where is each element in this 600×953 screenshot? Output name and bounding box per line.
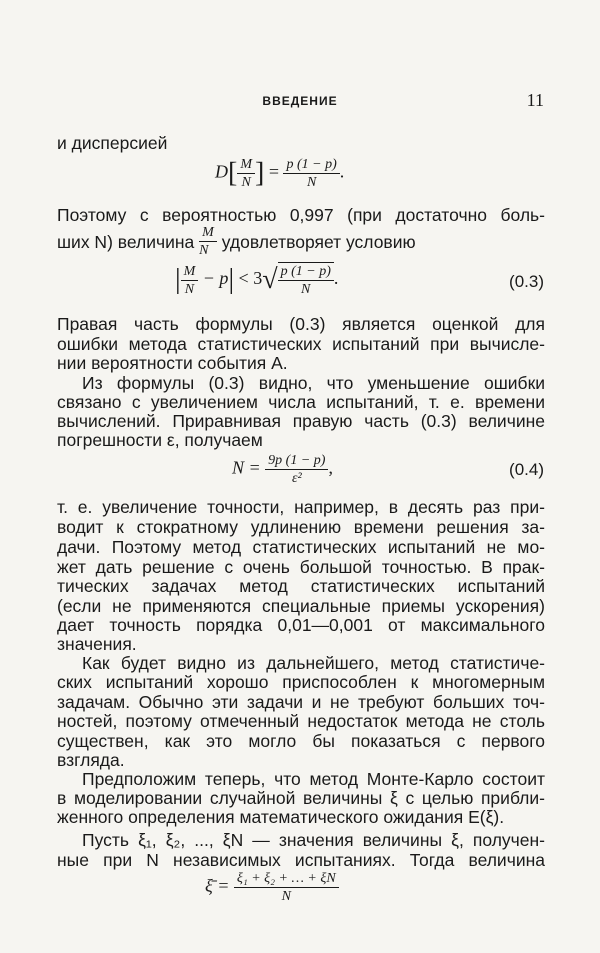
page-number: 11: [526, 90, 544, 110]
text-line: ских испытаний хорошо приспособлен к многомерным: [57, 672, 545, 692]
formula-sample-size: [232, 452, 333, 487]
fraction-denominator: N: [241, 175, 251, 190]
fraction: [278, 262, 334, 298]
text-line: существен, как это могло бы показаться с первого: [57, 731, 545, 751]
text-line: тических задачах метод статистических испытаний: [57, 576, 545, 596]
fraction-numerator: M: [199, 224, 217, 242]
equals-sign: =: [268, 161, 279, 182]
page-header-title: ВВЕДЕНИЕ: [262, 94, 338, 108]
fraction-denominator: N: [301, 282, 311, 297]
fraction-denominator: N: [281, 889, 291, 904]
fraction-denominator: N: [184, 281, 195, 297]
fraction-denominator: N: [199, 243, 209, 258]
fraction: [237, 156, 255, 191]
inline-fraction: [199, 224, 217, 259]
fraction: [181, 263, 199, 298]
text-line: женного определения математического ожидания E(ξ).: [57, 807, 505, 827]
fraction: [265, 452, 328, 487]
text-line: погрешности ε, получаем: [57, 430, 263, 450]
fraction: [234, 870, 339, 905]
text-line: нии вероятности события A.: [57, 353, 288, 373]
text-line-with-fraction: [57, 224, 545, 259]
sqrt-sign: √: [262, 264, 278, 295]
text-line: т. е. увеличение точности, например, в десять раз при-: [57, 497, 545, 517]
bracket-right: ]: [255, 157, 265, 189]
text-line: Предположим теперь, что метод Монте-Карло состоит: [82, 769, 545, 789]
text-line: связано с увеличением числа испытаний, т. е. времени: [57, 392, 545, 412]
text-line: (если не применяются специальные приемы ускорения): [57, 596, 545, 616]
text-line: ные при N независимых испытаниях. Тогда величина: [57, 850, 545, 870]
text-line: жет дать решение с очень большой точностью. В прак-: [57, 557, 545, 577]
text-line: задачам. Обычно эти задачи и не требуют больших точ-: [57, 692, 545, 712]
formula-sample-mean: [205, 870, 339, 905]
text-line: и дисперсией: [57, 133, 168, 153]
formula-variance: [215, 156, 344, 191]
fraction-numerator: p (1 − p): [278, 263, 334, 281]
punctuation: .: [333, 268, 339, 289]
abs-bar-left: |: [175, 264, 181, 295]
equation-number: (0.4): [509, 460, 544, 479]
punctuation: .: [339, 161, 345, 182]
text-line: дает точность порядка 0,01—0,001 от максимального: [57, 615, 545, 635]
fraction-numerator: 9p (1 − p): [265, 452, 328, 470]
abs-bar-right: |: [228, 264, 235, 295]
text-line: Поэтому с вероятностью 0,997 (при достаточно боль-: [57, 205, 545, 225]
text-line: вычислений. Приравнивая правую часть (0.3) величине: [57, 411, 545, 431]
text-line: Правая часть формулы (0.3) является оценкой для: [57, 314, 545, 334]
formula-term: ξ̄ =: [205, 875, 230, 896]
formula-term: N =: [232, 457, 261, 478]
fraction: [283, 156, 339, 191]
text-line: Из формулы (0.3) видно, что уменьшение ошибки: [82, 373, 545, 393]
punctuation: ,: [328, 457, 333, 478]
fraction-denominator: N: [306, 175, 317, 190]
text-line: дачи. Поэтому метод статистических испытаний не мо-: [57, 537, 545, 557]
fraction-numerator: p (1 − p): [283, 156, 339, 174]
text-fragment: удовлетворяет условию: [221, 232, 416, 252]
formula-term: < 3: [238, 268, 263, 289]
text-line: значения.: [57, 634, 137, 654]
text-line: водит к стократному удлинению времени решения за-: [57, 517, 545, 537]
text-line: в моделировании случайной величины ξ с целью прибли-: [57, 788, 545, 808]
text-line: ностей, поэтому отмеченный недостаток метода не столь: [57, 711, 545, 731]
text-line: ошибки метода статистических испытаний при вычисле-: [57, 334, 545, 354]
bracket-left: [: [228, 157, 238, 189]
text-line: взгляда.: [57, 750, 125, 770]
formula-error-bound: [175, 262, 338, 298]
fraction-numerator: M: [237, 156, 255, 174]
text-line: Как будет видно из дальнейшего, метод статистиче-: [82, 653, 545, 673]
text-line: Пусть ξ₁, ξ₂, ..., ξN — значения величины ξ, получен-: [82, 830, 545, 850]
fraction-numerator: ξ₁ + ξ₂ + … + ξN: [234, 870, 339, 888]
fraction-numerator: M: [181, 263, 199, 281]
fraction-denominator: ε²: [291, 471, 302, 486]
formula-symbol: D: [215, 161, 228, 182]
equation-number: (0.3): [509, 272, 544, 291]
formula-term: − p: [202, 268, 229, 289]
text-fragment: ших N) величина: [57, 232, 195, 252]
